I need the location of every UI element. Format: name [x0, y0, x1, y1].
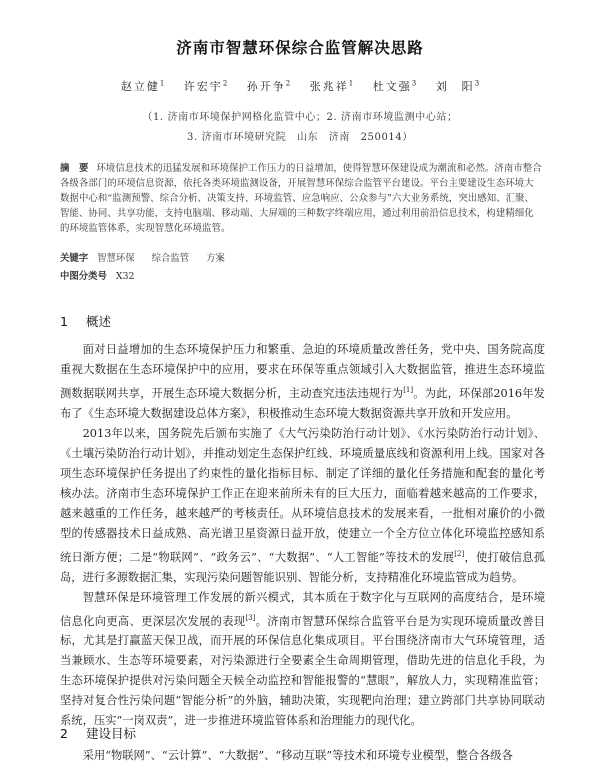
paragraph-text: 智慧环保是环境管理工作发展的新兴模式，其本质在于数字化与互联网的高度结合，是环境信息化向更高、更深层次发展的表现 — [60, 590, 545, 628]
paragraph — [60, 340, 545, 424]
author-affil-mark: 2 — [285, 79, 291, 88]
affiliation-line: 3. 济南市环境研究院 山东 济南 250014） — [187, 132, 413, 143]
author-affil-mark: 2 — [222, 79, 228, 88]
section-title: 建设目标 — [85, 726, 136, 741]
author-affil-mark: 1 — [159, 79, 165, 88]
section-body — [60, 746, 545, 766]
section-number: 1 — [60, 314, 68, 329]
abstract-text: 环境信息技术的迅猛发展和环境保护工作压力的日益增加，使得智慧环保建设成为潮流和必然。济南市整合各级各部门的环境信息资源，依托各类环境监测设备，开展智慧环保综合监管平台建设。平台主要建设生态环境大数据中心和“监测预警、综合分析、决策支持、环境监管、应急响应、公众参与”六大业务系统，突出感知、汇聚、智能、协同、共享功能，支持电脑端、移动端、大屏端的三种数字终端应用，通过利用前沿信息技术，构建精细化的环境监管体系，实现智慧化环境监管。 — [60, 163, 542, 234]
author — [184, 80, 227, 93]
keyword: 方案 — [206, 253, 225, 264]
paragraph — [60, 424, 545, 588]
author — [121, 80, 164, 93]
author — [310, 80, 353, 93]
author-name: 张兆祥 — [309, 80, 349, 93]
paragraph-text: 面对日益增加的生态环境保护压力和繁重、急迫的环境质量改善任务，党中央、国务院高度重视大数据在生态环境保护中的应用，要求在环保等重点领域引入大数据监管，推进生态环境监测数据联网共享，开展生态环境大数据分析，主动查究违法违规行为 — [60, 343, 545, 400]
paragraph-text: 2013年以来，国务院先后颁布实施了《大气污染防治行动计划》、《水污染防治行动计划》、《土壤污染防治行动计划》，并推动划定生态保护红线、环境质量底线和资源利用上线。国家对各项生态环境保护任务提出了约束性的量化指标目标、制定了详细的量化任务措施和配套的量化考核办法。济南市生态环境保护工作正在迎来前所未有的巨大压力，面临着越来越高的工作要求，越来越重的工作任务，越来越严的考核责任。从环境信息技术的发展来看，一批相对廉价的小微型的传感器技术日益成熟、高光谱卫星资源日益开放，使建立一个全方位立体化环境监控感知系统日渐方便；二是“物联网”、“政务云”、“大数据”、“人工智能”等技术的发展 — [60, 426, 545, 564]
citation: [2] — [454, 549, 465, 558]
section-heading — [60, 724, 136, 742]
classification-value: X32 — [115, 271, 135, 282]
section-title: 概述 — [85, 314, 111, 329]
paragraph-text: 。济南市智慧环保综合监管平台是为实现环境质量改善目标，尤其是打赢蓝天保卫战，而开展的环保信息化集成项目。平台围绕济南市大气环境管理，适当兼顾水、生态等环境要素，对污染源进行全要素全生命周期管理，借助先进的信息化手段，为生态环境保护提供对污染问题全天候全动监控和智能报警的“慧眼”，解放人力，实现精准监管；坚持对复合性污染问题“智能分析”的外脑，辅助决策，实现靶向治理；建立跨部门共享协同联动系统，压实“一岗双责”，进一步推进环境监管体系和治理能力的现代化。 — [60, 614, 545, 728]
keyword: 综合监管 — [151, 253, 190, 264]
keyword: 智慧环保 — [97, 253, 135, 264]
paper-title: 济南市智慧环保综合监管解决思路 — [176, 39, 424, 57]
section-heading — [60, 312, 111, 330]
abstract-label: 摘 要 — [60, 163, 89, 174]
paragraph-text: 。为此，环保部2016年发布了《生态环境大数据建设总体方案》，积极推动生态环境大数据资源共享开放和开发应用。 — [60, 386, 545, 420]
affiliation-line: （1. 济南市环境保护网格化监管中心；2. 济南市环境监测中心站； — [142, 112, 458, 123]
author-name: 杜文强 — [372, 80, 412, 93]
keywords — [60, 250, 239, 264]
citation: [1] — [403, 386, 414, 394]
paragraph-text: 采用“物联网”、“云计算”、“大数据”、“移动互联”等技术和环境专业模型，整合各级各 — [82, 749, 513, 762]
author-affil-mark: 3 — [411, 79, 417, 88]
author — [247, 80, 290, 93]
keywords-label: 关键字 — [60, 253, 89, 264]
author-name: 刘 阳 — [435, 80, 475, 93]
citation: [3] — [245, 613, 256, 622]
author-name: 许宏宇 — [183, 80, 223, 93]
author — [436, 80, 479, 93]
classification-number — [60, 268, 134, 282]
section-number: 2 — [60, 726, 68, 741]
author-list — [0, 78, 600, 94]
author-name: 孙开争 — [246, 80, 286, 93]
author-affil-mark: 1 — [348, 79, 354, 88]
paragraph-text: ，使打破信息孤岛，进行多源数据汇集，实现污染问题智能识别、智能分析，支持精准化环境监管成为趋势。 — [60, 550, 545, 584]
author — [373, 80, 416, 93]
classification-label: 中图分类号 — [60, 271, 107, 282]
paragraph — [60, 746, 545, 766]
author-name: 赵立健 — [120, 80, 160, 93]
section-body — [60, 340, 545, 731]
paragraph — [60, 588, 545, 732]
author-affil-mark: 3 — [474, 79, 480, 88]
abstract — [60, 161, 542, 236]
